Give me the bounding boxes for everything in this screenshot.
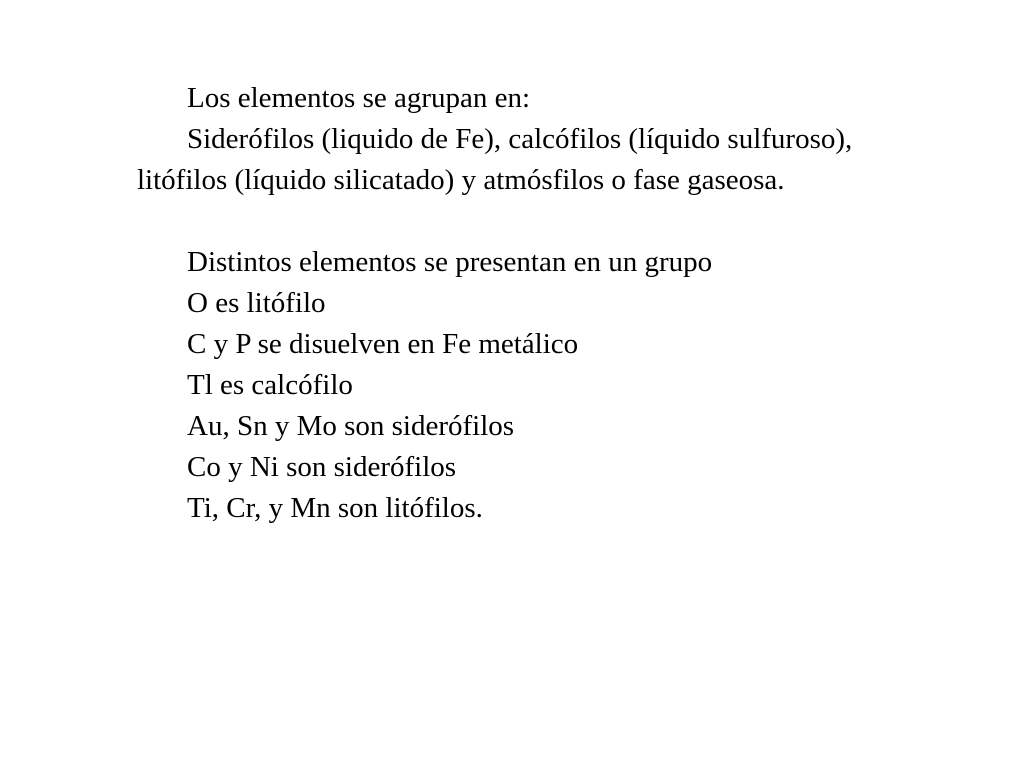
intro-heading: Los elementos se agrupan en: bbox=[187, 82, 531, 114]
text-block bbox=[137, 78, 897, 529]
spacer bbox=[137, 201, 897, 242]
detail-line: C y P se disuelven en Fe metálico bbox=[187, 328, 579, 360]
detail-line: Distintos elementos se presentan en un grupo bbox=[187, 246, 713, 278]
detail-line: Ti, Cr, y Mn son litófilos. bbox=[187, 492, 483, 524]
detail-line: Tl es calcófilo bbox=[187, 369, 353, 401]
detail-line: Co y Ni son siderófilos bbox=[187, 451, 457, 483]
intro-paragraph: Siderófilos (liquido de Fe), calcófilos (líquido sulfuroso), litófilos (líquido silicatado) y atmósfilos o fase gaseosa. bbox=[137, 123, 853, 196]
detail-line: O es litófilo bbox=[187, 287, 326, 319]
detail-line: Au, Sn y Mo son siderófilos bbox=[187, 410, 515, 442]
